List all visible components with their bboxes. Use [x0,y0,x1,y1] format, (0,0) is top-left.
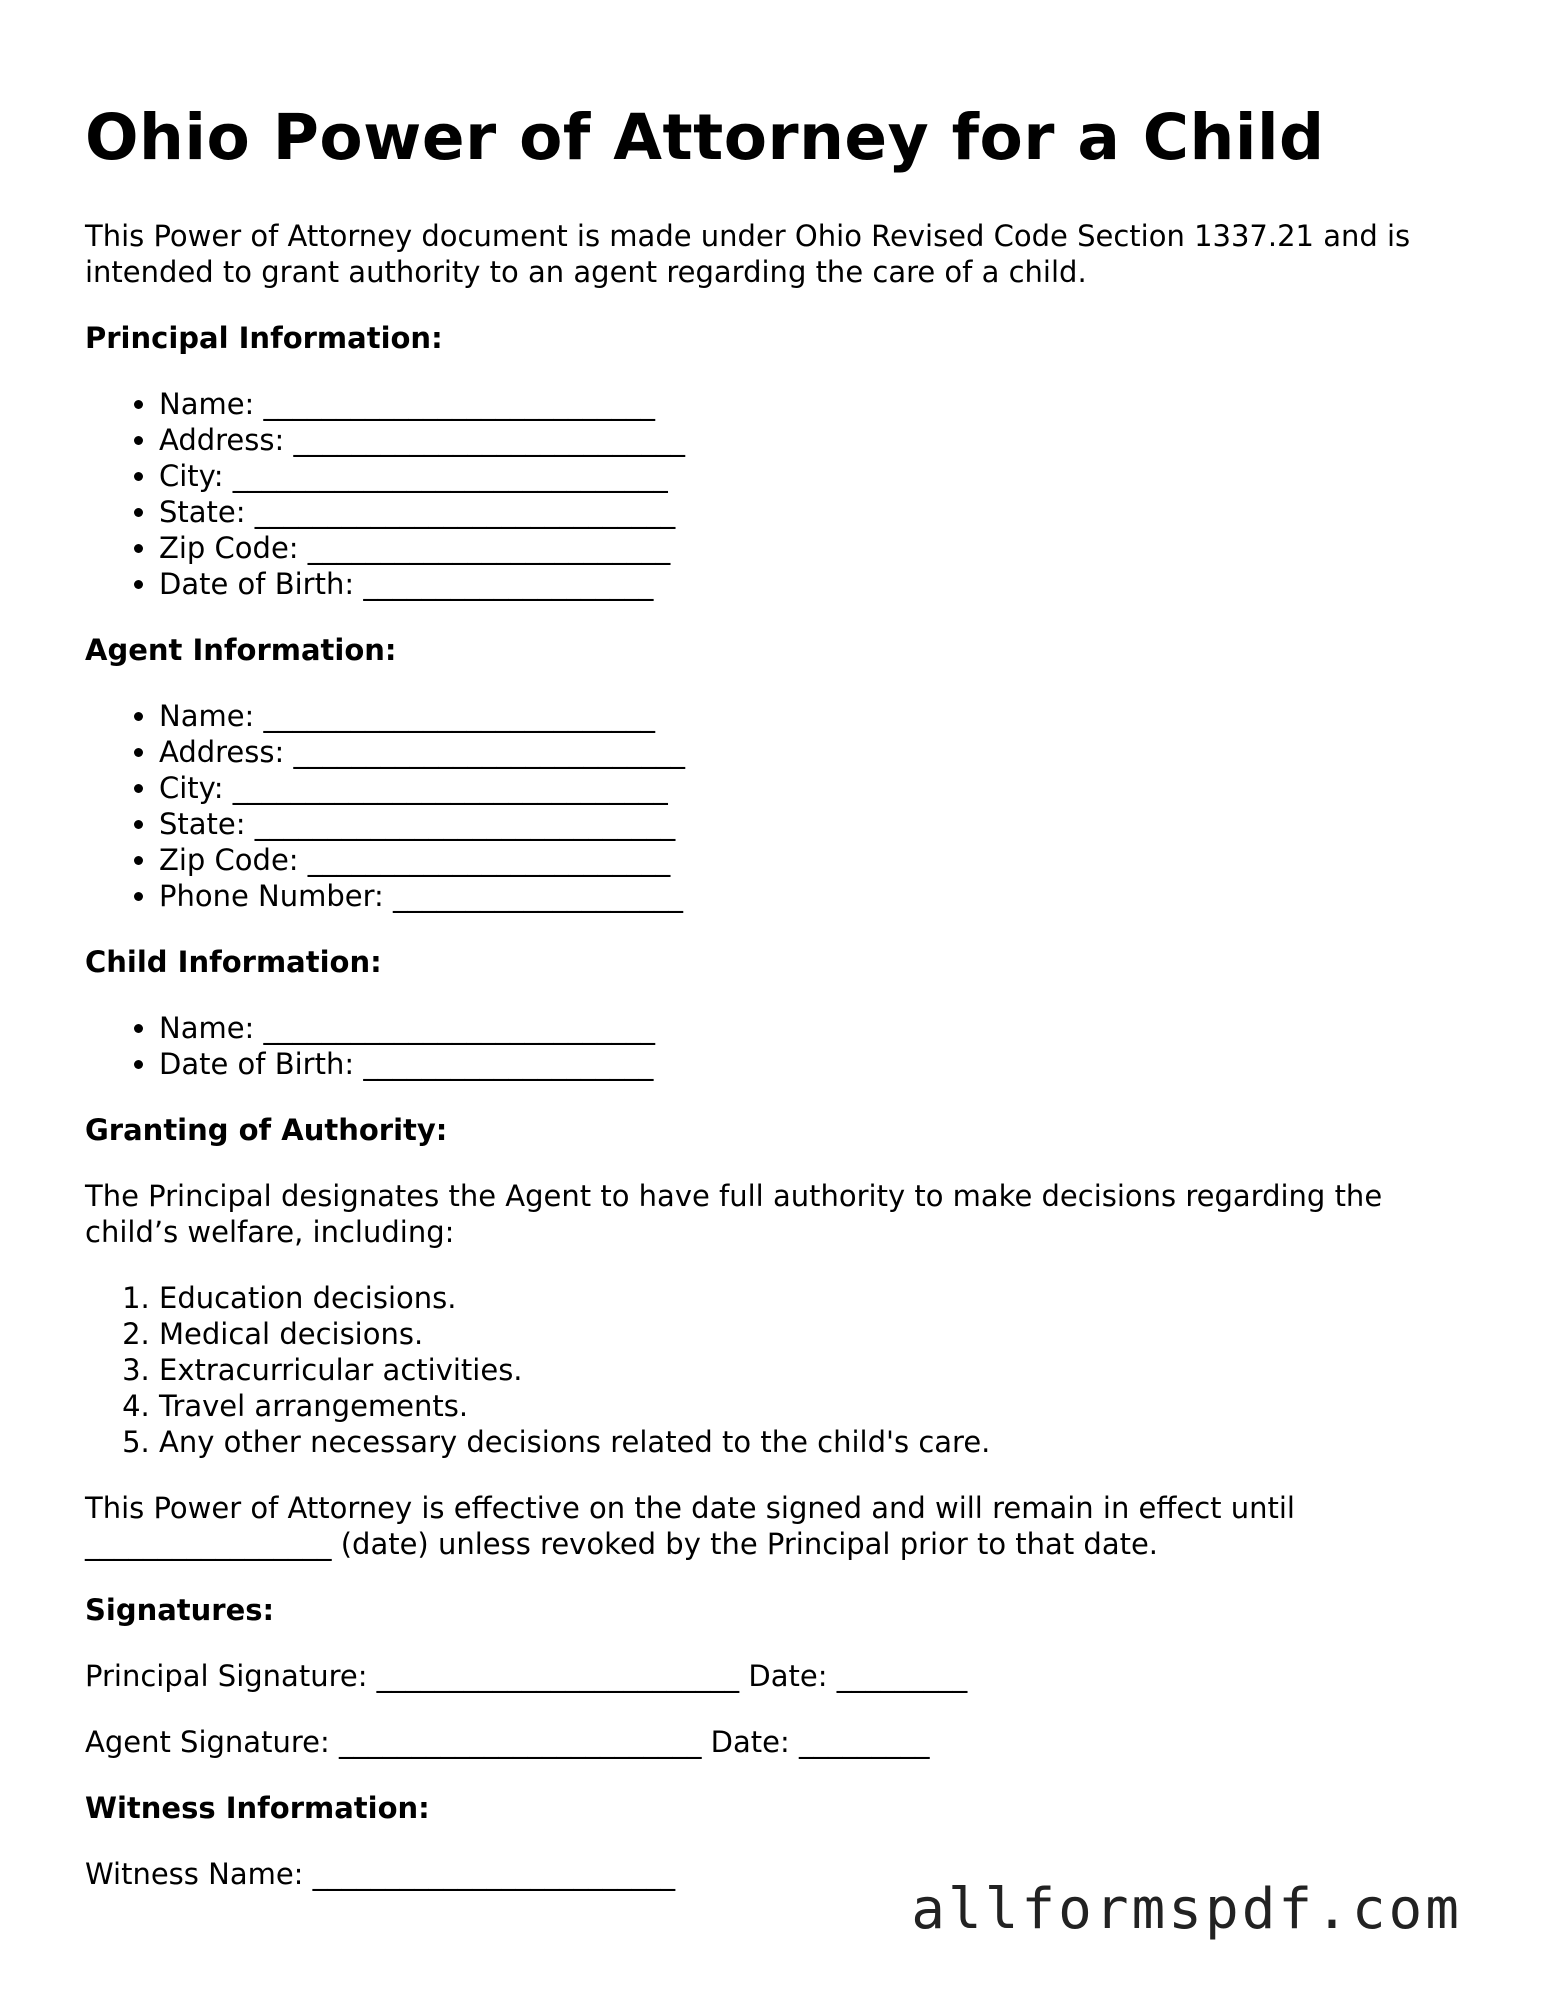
watermark-logo: allformspdf.com [911,1877,1462,1942]
child-fields-list [85,1010,1465,1082]
principal-dob-field: • Date of Birth: ____________________ [159,566,1465,602]
agent-phone-field: • Phone Number: ____________________ [159,878,1465,914]
authority-heading: Granting of Authority: [85,1112,448,1147]
authority-item: 1. Education decisions. [159,1280,1465,1316]
principal-state-field: • State: _____________________________ [159,494,1465,530]
agent-state-field: • State: _____________________________ [159,806,1465,842]
effective-date-paragraph: This Power of Attorney is effective on the date signed and will remain in effect until _________________ (date) unless revoked by the Principal prior to that date. [85,1490,1295,1561]
principal-name-field: • Name: ___________________________ [159,386,1465,422]
agent-name-field: • Name: ___________________________ [159,698,1465,734]
agent-signature-line: Agent Signature: _________________________ Date: _________ [85,1724,930,1759]
authority-items-list [85,1280,1465,1460]
child-heading: Child Information: [85,944,382,979]
intro-paragraph: This Power of Attorney document is made under Ohio Revised Code Section 1337.21 and is intended to grant authority to an agent regarding the care of a child. [85,218,1411,289]
witness-heading: Witness Information: [85,1790,430,1825]
document-page [85,100,1465,1922]
child-dob-field: • Date of Birth: ____________________ [159,1046,1465,1082]
authority-item: 2. Medical decisions. [159,1316,1465,1352]
principal-heading: Principal Information: [85,320,443,355]
authority-item: 3. Extracurricular activities. [159,1352,1465,1388]
agent-address-field: • Address: ___________________________ [159,734,1465,770]
principal-fields-list [85,386,1465,602]
authority-paragraph: The Principal designates the Agent to have full authority to make decisions regarding the child’s welfare, including: [85,1178,1383,1249]
signatures-heading: Signatures: [85,1592,275,1627]
principal-zip-field: • Zip Code: _________________________ [159,530,1465,566]
agent-city-field: • City: ______________________________ [159,770,1465,806]
agent-fields-list [85,698,1465,914]
agent-heading: Agent Information: [85,632,397,667]
witness-name-line: Witness Name: _________________________ [85,1856,676,1891]
principal-city-field: • City: ______________________________ [159,458,1465,494]
agent-zip-field: • Zip Code: _________________________ [159,842,1465,878]
principal-signature-line: Principal Signature: _________________________ Date: _________ [85,1658,968,1693]
authority-item: 5. Any other necessary decisions related to the child's care. [159,1424,1465,1460]
child-name-field: • Name: ___________________________ [159,1010,1465,1046]
principal-address-field: • Address: ___________________________ [159,422,1465,458]
authority-item: 4. Travel arrangements. [159,1388,1465,1424]
page-title: Ohio Power of Attorney for a Child [85,101,1325,174]
